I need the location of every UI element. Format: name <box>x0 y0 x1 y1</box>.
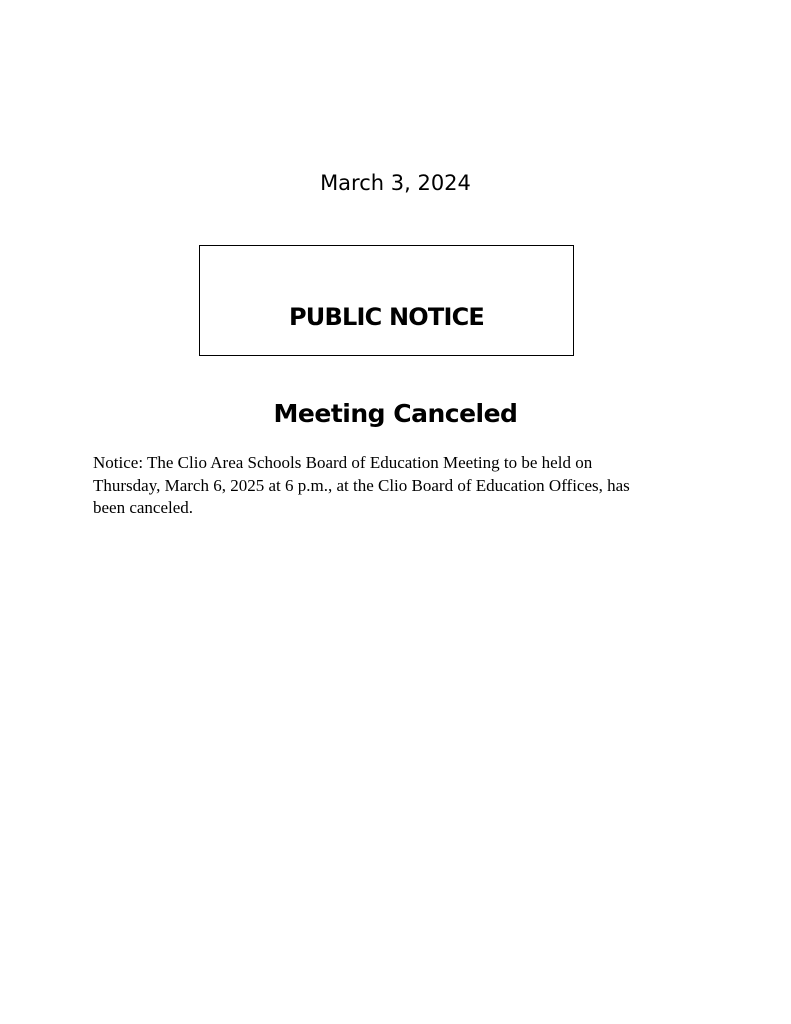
notice-date: March 3, 2024 <box>320 171 471 195</box>
notice-body-line-1: Notice: The Clio Area Schools Board of Education Meeting to be held on <box>93 453 593 472</box>
notice-body-line-3: been canceled. <box>93 498 194 517</box>
notice-body-line-2: Thursday, March 6, 2025 at 6 p.m., at the Clio Board of Education Offices, has <box>93 475 630 495</box>
meeting-canceled-heading: Meeting Canceled <box>273 399 518 428</box>
public-notice-title: PUBLIC NOTICE <box>289 303 484 331</box>
notice-body <box>93 452 713 520</box>
